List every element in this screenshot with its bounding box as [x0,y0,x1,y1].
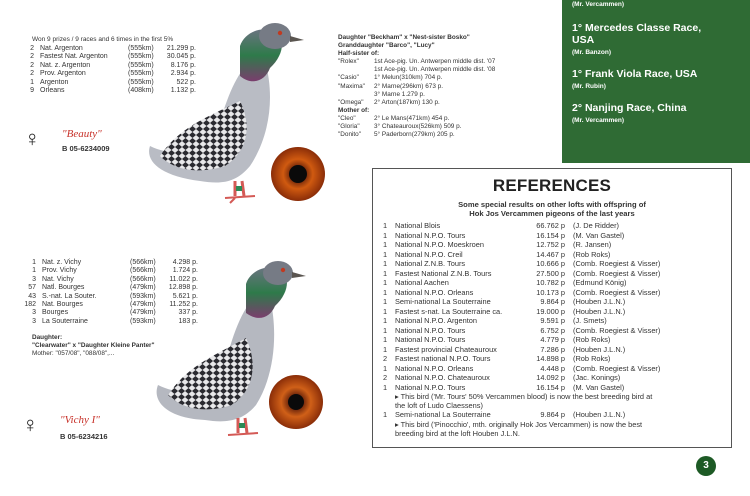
reference-place: 1 [383,249,388,259]
reference-row [383,250,731,260]
result-distance: (408km) [128,87,154,95]
reference-owner: (M. Van Gastel) [573,230,625,240]
pedigree-bird-name: "Gloria" [338,123,360,131]
reference-points: 9.864 p [540,297,565,306]
reference-points: 14.092 p [536,373,565,382]
reference-place: 1 [383,325,388,335]
reference-place: 1 [383,221,388,230]
reference-place: 2 [383,373,388,382]
green-results-panel [562,0,750,163]
pedigree-result: 3° Marne 1.279 p. [374,90,425,98]
references-subtitle-2: Hok Jos Vercammen pigeons of the last years [469,209,635,218]
reference-event: National N.P.O. Tours [395,335,466,344]
pedigree-result: 2° Le Mans(471km) 454 p. [374,114,450,122]
reference-points: 4.779 p [540,335,565,344]
pedigree-bird-name [338,66,374,74]
reference-points: 66.762 p [536,221,565,230]
female-symbol-icon-bottom: ♀ [22,412,39,437]
result-race: Argenton [40,78,69,86]
bottom-bird-name: "Vichy I" [60,414,100,426]
reference-place: 1 [383,297,388,306]
reference-owner: (Houben J.L.N.) [573,344,626,354]
daughter-label: Daughter: [32,334,63,341]
pedigree-bird-name: "Rolex" [338,58,359,66]
reference-event: Fastest national N.P.O. Tours [395,354,491,363]
result-race: Nat. z. Vichy [42,259,82,266]
reference-owner: (Houben J.L.N.) [573,306,626,316]
reference-place: 1 [383,259,388,268]
pedigree-row [338,131,495,139]
reference-owner: (M. Van Gastel) [573,382,625,392]
reference-place: 1 [383,363,388,373]
green-head-3: 2° Nanjing Race, China [572,102,687,114]
pedigree-row [338,115,495,123]
result-points: 522 p. [176,78,196,86]
result-points: 21.299 p. [166,45,196,52]
reference-note-1b: the loft of Ludo Claessens) [395,401,483,410]
reference-row [383,383,731,393]
references-subtitle-1: Some special results on other lofts with offspring of [458,200,646,209]
pedigree-bird-name: "Cleo" [338,114,356,122]
reference-note-1: ▸ This bird ('Mr. Tours' 50% Vercammen blood) is now the best breeding bird at [395,392,653,401]
reference-event: National Blois [395,221,441,230]
result-race: Nat. z. Argenton [40,61,91,69]
result-distance: (555km) [128,45,154,52]
result-place: 9 [30,87,34,95]
reference-event: National N.P.O. Tours [395,230,466,240]
top-bird-intro: Won 9 prizes / 9 races and 6 times in the first 5% [32,36,174,43]
reference-owner: (Comb. Roegiest & Visser) [573,363,661,373]
eye-image-bottom [268,374,324,430]
reference-event: Fastest provincial Chateauroux [395,344,497,354]
result-place: 43 [28,292,36,300]
pedigree-line1: Daughter "Beckham" x "Nest-sister Bosko" [338,34,470,41]
result-distance: (566km) [130,259,156,266]
result-place: 1 [32,259,36,266]
reference-event: National N.P.O. Orleans [395,363,474,373]
reference-place: 1 [383,230,388,240]
reference-event: National N.P.O. Moeskroen [395,240,485,249]
bottom-mother-of: Mother: "057/08", "088/08",... [32,350,115,358]
reference-points: 10.173 p [536,287,565,297]
pedigree-row [338,99,495,107]
pedigree-result: 1° Melun(310km) 704 p. [374,74,443,82]
result-race: Orleans [40,87,65,95]
pedigree-result: 2° Marne(296km) 673 p. [374,82,443,90]
reference-row [383,326,731,336]
reference-row [383,345,731,355]
green-head-1: 1° Mercedes Classe Race, USA [572,22,702,46]
reference-row [383,307,731,317]
reference-event: National N.P.O. Tours [395,382,466,392]
result-place: 2 [30,61,34,69]
result-race: Nat. Argenton [40,45,83,52]
top-bird-ring: B 05-6234009 [62,144,110,153]
reference-event: National Aachen [395,278,449,287]
reference-event: National N.P.O. Tours [395,325,466,335]
pedigree-result: 1st Ace-pig. Un. Antwerpen middle dist. '08 [374,66,496,74]
result-distance: (479km) [130,309,156,317]
result-points: 8.176 p. [170,61,196,69]
result-points: 11.022 p. [169,275,198,283]
pedigree-bird-name [338,91,374,99]
reference-owner: (Comb. Roegiest & Visser) [573,325,661,335]
result-points: 2.934 p. [170,70,196,78]
pedigree-mother-of: Mother of: [338,106,370,114]
reference-points: 7.286 p [540,344,565,354]
result-place: 3 [32,317,36,325]
reference-event: Fastest National Z.N.B. Tours [395,268,492,278]
reference-place: 1 [383,344,388,354]
result-place: 57 [28,284,36,292]
green-sub-0: (Mr. Vercammen) [572,1,625,8]
reference-points: 16.154 p [536,382,565,392]
result-distance: (479km) [130,284,156,292]
reference-points: 12.752 p [536,240,565,249]
pedigree-result: 3° Chateauroux(526km) 509 p. [374,123,462,131]
result-points: 12.898 p. [168,284,198,292]
result-points: 1.132 p. [170,87,196,95]
reference-place: 1 [383,306,388,316]
reference-row [383,259,731,269]
reference-row [383,278,731,288]
reference-row [383,297,731,307]
reference-points: 6.752 p [540,325,565,335]
reference-points: 27.500 p [536,268,565,278]
result-place: 2 [30,53,34,61]
green-sub-3: (Mr. Vercammen) [572,117,625,124]
reference-points: 16.154 p [536,230,565,240]
references-box [372,168,732,448]
reference-points: 14.467 p [536,249,565,259]
reference-row [383,316,731,326]
result-race: La Souterraine [42,317,88,325]
result-points: 30.045 p. [166,53,196,61]
result-race: Natl. Bourges [42,284,85,292]
reference-row [383,269,731,279]
reference-owner: (Houben J.L.N.) [573,297,626,306]
bottom-bird-ring: B 05-6234216 [60,432,108,441]
result-race: S.-nat. La Souter. [42,292,97,300]
reference-row [383,354,731,364]
reference-owner: (Comb. Roegiest & Visser) [573,268,661,278]
reference-points: 14.898 p [536,354,565,363]
reference-owner: (Comb. Roegiest & Visser) [573,259,661,268]
reference-owner: (Rob Roks) [573,249,611,259]
reference-place: 1 [383,316,388,325]
reference-points: 4.448 p [540,363,565,373]
result-points: 1.724 p. [172,267,198,275]
result-distance: (555km) [128,78,154,86]
bottom-bird-parentage [32,334,155,358]
result-points: 4.298 p. [172,259,198,266]
result-distance: (479km) [130,301,156,309]
reference-owner: (J. De Ridder) [573,221,619,230]
pedigree-row [338,91,495,99]
result-race: Prov. Vichy [42,267,77,275]
reference-owner: (R. Jansen) [573,240,612,249]
reference-owner: (Edmund König) [573,278,627,287]
references-title: REFERENCES [492,176,612,195]
result-race: Nat. Bourges [42,301,83,309]
reference-row [383,364,731,374]
green-head-2: 1° Frank Viola Race, USA [572,68,698,80]
reference-points: 10.666 p [536,259,565,268]
reference-owner: (Rob Roks) [573,354,611,363]
reference-owner: (Comb. Roegiest & Visser) [573,287,661,297]
result-distance: (555km) [128,61,154,69]
reference-owner: (Jac. Konings) [573,373,621,382]
reference-place: 1 [383,335,388,344]
reference-event: Semi-national La Souterraine [395,297,491,306]
reference-owner: (J. Smets) [573,316,607,325]
pedigree-row [338,83,495,91]
reference-place: 1 [383,287,388,297]
eye-image-top [270,146,326,202]
pedigree-bird-name: "Omega" [338,98,364,106]
result-place: 1 [32,267,36,275]
pedigree-row [338,74,495,82]
result-points: 183 p. [178,317,198,325]
green-sub-1: (Mr. Banzon) [572,49,611,56]
reference-note-2b: breeding bird at the loft Houben J.L.N. [395,428,520,438]
top-bird-name: "Beauty" [62,128,102,140]
reference-place: 1 [383,240,388,249]
result-points: 5.621 p. [172,292,198,300]
reference-row [383,221,731,231]
result-place: 2 [30,45,34,52]
reference-points: 19.000 p [536,306,565,316]
result-points: 11.252 p. [169,301,198,309]
reference-owner: (Rob Roks) [573,335,611,344]
reference-event: National N.P.O. Chateauroux [395,373,490,382]
result-distance: (593km) [130,292,156,300]
pedigree-row [338,123,495,131]
female-symbol-icon: ♀ [24,126,41,151]
result-race: Prov. Argenton [40,70,86,78]
reference-event: National N.P.O. Orleans [395,287,474,297]
reference-row [383,288,731,298]
result-place: 182 [24,301,36,309]
green-sub-2: (Mr. Rubin) [572,83,606,90]
pedigree-result: 5° Paderborn(279km) 205 p. [374,131,455,139]
result-points: 337 p. [178,309,198,317]
reference-event: National N.P.O. Creil [395,249,463,259]
reference-row [383,373,731,383]
top-pedigree [338,34,495,139]
reference-points: 9.591 p [540,316,565,325]
pedigree-result: 2° Arton(187km) 130 p. [374,98,440,106]
pedigree-bird-name: "Maxima" [338,82,365,90]
reference-place: 1 [383,268,388,278]
daughter-parents: "Clearwater" x "Daughter Kleine Panter" [32,342,155,350]
reference-row [383,240,731,250]
pedigree-bird-name: "Donito" [338,131,362,139]
reference-note-2: ▸ This bird ('Pinocchio', mth. originally Hok Jos Vercammen) is now the best [395,419,643,429]
result-race: Nat. Vichy [42,275,74,283]
reference-place: 1 [383,382,388,392]
reference-points: 10.782 p [536,278,565,287]
result-place: 3 [32,275,36,283]
reference-row [383,231,731,241]
result-distance: (555km) [128,53,154,61]
pedigree-line2: Granddaughter "Barco", "Lucy" [338,42,435,50]
reference-row-last: 1 Semi-national La Souterraine 9.864 p (Houben J.L.N.) [383,410,626,419]
result-distance: (566km) [130,275,156,283]
result-distance: (593km) [130,317,156,325]
reference-event: National Z.N.B. Tours [395,259,466,268]
result-distance: (566km) [130,267,156,275]
pedigree-bird-name: "Casio" [338,74,359,82]
reference-event: Fastest s-nat. La Souterraine ca. [395,306,503,316]
result-place: 2 [30,70,34,78]
page-number: 3 [696,456,716,476]
result-race: Fastest Nat. Argenton [40,53,108,61]
result-race: Bourges [42,309,69,317]
reference-row [383,335,731,345]
pedigree-result: 1st Ace-pig. Un. Antwerpen middle dist. '07 [374,58,496,66]
result-place: 3 [32,309,36,317]
pedigree-half-sister: Half-sister of: [338,50,380,58]
pedigree-row [338,58,495,66]
reference-place: 2 [383,354,388,363]
result-distance: (555km) [128,70,154,78]
reference-place: 1 [383,278,388,287]
reference-event: National N.P.O. Argenton [395,316,478,325]
result-place: 1 [30,78,34,86]
